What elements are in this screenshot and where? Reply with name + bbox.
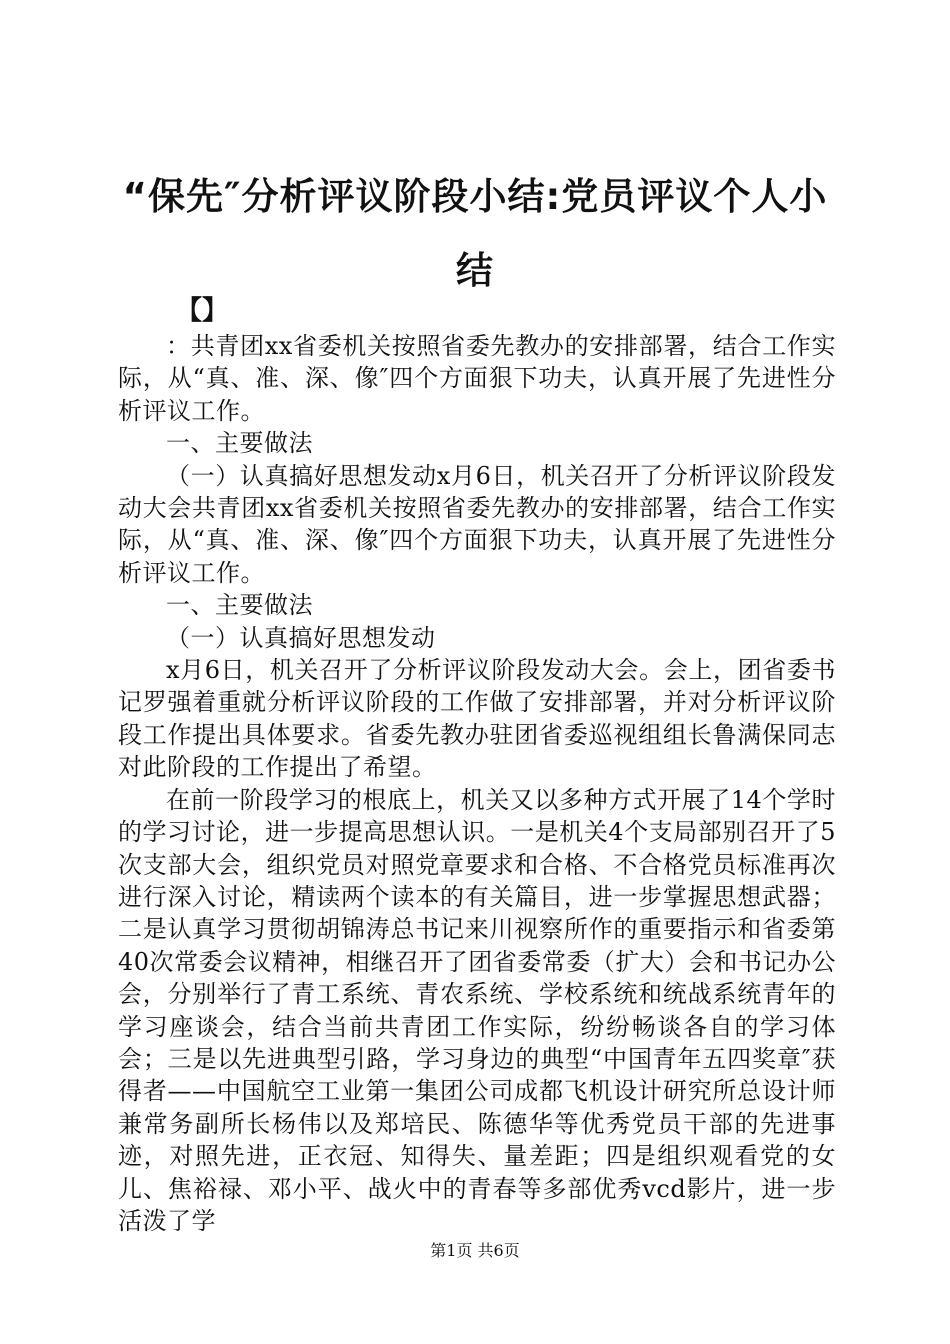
section-heading: 一、主要做法 xyxy=(166,591,313,620)
body-paragraph: x月6日，机关召开了分析评议阶段发动大会。会上，团省委书记罗强着重就分析评议阶段的工作做了安排部署，并对分析评议阶段工作提出具体要求。省委先教办驻团省委巡视组组长鲁满保同志对此阶段的工作提出了希望。 xyxy=(118,656,836,782)
title-bracket-tag: 【】 xyxy=(176,296,229,326)
intro-paragraph: ：共青团xx省委机关按照省委先教办的安排部署，结合工作实际，从“真、准、深、像″四个方面狠下功夫，认真开展了先进性分析评议工作。 xyxy=(118,332,836,425)
subsection-heading: （一）认真搞好思想发动 xyxy=(166,623,436,652)
body-paragraph: 在前一阶段学习的根底上，机关又以多种方式开展了14个学时的学习讨论，进一步提高思想认识。一是机关4个支局部别召开了5次支部大会，组织党员对照党章要求和合格、不合格党员标准再次进行深入讨论，精读两个读本的有关篇目，进一步掌握思想武器；二是认真学习贯彻胡锦涛总书记来川视察所作的重要指示和省委第40次常委会议精神，相继召开了团省委常委（扩大）会和书记办公会，分别举行了青工系统、青农系统、学校系统和统战系统青年的学习座谈会，结合当前共青团工作实际，纷纷畅谈各自的学习体会；三是以先进典型引路，学习身边的典型“中国青年五四奖章″获得者——中国航空工业第一集团公司成都飞机设计研究所总设计师兼常务副所长杨伟以及郑培民、陈德华等优秀党员干部的先进事迹，对照先进，正衣冠、知得失、量差距；四是组织观看党的女儿、焦裕禄、邓小平、战火中的青春等多部优秀vcd影片，进一步活泼了学 xyxy=(118,785,836,1235)
section-heading: 一、主要做法 xyxy=(166,429,313,458)
document-body xyxy=(118,330,836,1237)
body-paragraph: （一）认真搞好思想发动x月6日，机关召开了分析评议阶段发动大会共青团xx省委机关按照省委先教办的安排部署，结合工作实际，从“真、准、深、像″四个方面狠下功夫，认真开展了先进性分析评议工作。 xyxy=(118,461,836,587)
document-title: “保先″分析评议阶段小结:党员评议个人小结 xyxy=(122,175,828,292)
page-number-footer: 第1页 共6页 xyxy=(430,1241,520,1260)
